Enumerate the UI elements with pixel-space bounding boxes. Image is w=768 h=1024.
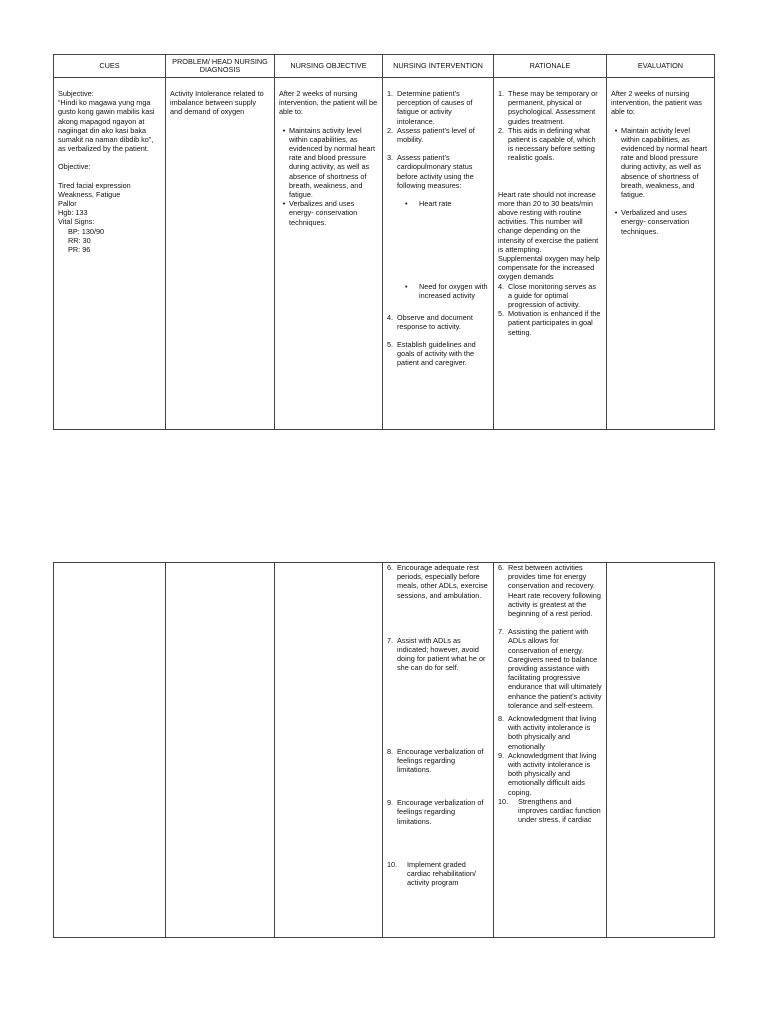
vital-sign: PR: 96 [68,245,91,255]
vital-sign: BP: 130/90 [68,226,105,236]
evaluation-bullet: • Verbalized and uses energy- conservation techniques. [611,208,710,236]
subjective-quote: “Hindi ko magawa yung mga gusto kong gawin mabilis kasi akong mapagod ngayon at nagiingat din ako kasi baka sumakit na naman dibdib ko”, as verbalized by the patient. [58,98,155,154]
intervention-list [387,313,489,368]
care-plan-table-page-2 [53,562,715,938]
cues-cell [54,78,166,430]
content-row [54,78,715,430]
care-plan-table-page-1 [53,54,715,430]
intervention-item: 8. Encourage verbalization of feelings regarding limitations. [387,746,484,775]
header-evaluation: EVALUATION [607,55,715,78]
vital-sign: RR: 30 [68,235,91,245]
objective-cell-empty [275,563,383,938]
objective-intro: After 2 weeks of nursing intervention, the patient will be able to: [279,89,378,117]
bullet-icon: • [405,282,408,292]
rationale-item: 8. Acknowledgment that living with activity intolerance is both physically and emotionally [498,714,597,751]
measure-item: • Heart rate [405,199,452,209]
rationale-cell [494,563,607,938]
intervention-list [387,89,489,190]
intervention-item: 4. Observe and document response to activity. [387,312,473,331]
header-cues: CUES [54,55,166,78]
objective-item: Weakness, Fatigue [58,189,121,199]
evaluation-list [611,126,710,236]
rationale-heart-rate: Heart rate should not increase more than 20 to 30 beats/min above resting with routine activities. This number will change depending on the intensity of exercise the patient is attempting. [498,189,599,254]
evaluation-intro: After 2 weeks of nursing intervention, the patient was able to: [611,89,702,117]
diagnosis-cell [166,78,275,430]
bullet-icon: • [614,208,618,218]
intervention-item: 6. Encourage adequate rest periods, especially before meals, other ADLs, exercise sessions, and ambulation. [387,563,488,600]
header-intervention: NURSING INTERVENTION [383,55,494,78]
objective-bullet: • Maintains activity level within capabilities, as evidenced by normal heart rate and blood pressure during activity, as well as absence of shortness of breath, weakness, and fatigue. [279,126,378,200]
evaluation-cell [607,78,715,430]
rationale-item: 7. Assisting the patient with ADLs allows for conservation of energy. Caregivers need to balance providing assistance with facilitating progressive endurance that will ultimately enhance the patient’s activity tolerance and self-esteem. [498,627,602,710]
intervention-item: 1. Determine patient’s perception of causes of fatigue or activity intolerance. [387,89,473,126]
cues-cell-empty [54,563,166,938]
intervention-item: 3. Assess patient’s cardiopulmonary status before activity using the following measures: [387,153,474,190]
evaluation-bullet: • Maintain activity level within capabilities, as evidenced by normal heart rate and blood pressure during activity, as well as absence of shortness of breath, weakness, and fatigue. [611,126,710,200]
objective-list [279,126,378,227]
objective-bullet: • Verbalizes and uses energy- conservation techniques. [279,199,378,227]
rationale-item: 6. Rest between activities provides time for energy conservation and recovery. Heart rate recovery following activity is greatest at the beginning of a rest period. [498,563,601,619]
objective-cell [275,78,383,430]
intervention-item: 9. Encourage verbalization of feelings regarding limitations. [387,798,484,826]
intervention-item: 10. Implement graded cardiac rehabilitation/ activity program [387,859,476,888]
objective-label: Objective: [58,162,91,172]
rationale-item: 5. Motivation is enhanced if the patient participates in goal setting. [498,309,601,337]
intervention-cell [383,78,494,430]
bullet-icon: • [614,125,618,135]
rationale-cell [494,78,607,430]
header-objective: NURSING OBJECTIVE [275,55,383,78]
bullet-icon: • [282,199,286,209]
rationale-list [498,563,602,824]
intervention-item: 7. Assist with ADLs as indicated; however, avoid doing for patient what he or she can do for self. [387,635,486,673]
intervention-list [387,563,489,887]
rationale-item: 4. Close monitoring serves as a guide for optimal progression of activity. [498,281,597,310]
objective-item: Tired facial expression [58,180,131,190]
subjective-label: Subjective: [58,89,94,98]
intervention-item: 2. Assess patient’s level of mobility. [387,125,475,145]
rationale-list [498,282,602,337]
content-row [54,563,715,938]
intervention-cell [383,563,494,938]
rationale-item: 2. This aids in defining what patient is capable of, which is necessary before setting realistic goals. [498,125,596,163]
objective-item: Vital Signs: [58,217,95,227]
header-rationale: RATIONALE [494,55,607,78]
rationale-item: 10. Strengthens and improves cardiac function under stress, if cardiac [498,796,601,825]
header-diagnosis: PROBLEM/ HEAD NURSING DIAGNOSIS [166,55,275,78]
intervention-item: 5. Establish guidelines and goals of activity with the patient and caregiver. [387,340,476,368]
rationale-item: 1. These may be temporary or permanent, physical or psychological. Assessment guides treatment. [498,89,598,126]
header-row [54,55,715,78]
rationale-list [498,89,602,163]
evaluation-cell-empty [607,563,715,938]
measure-item: • Need for oxygen with increased activity [405,282,488,301]
objective-item: Pallor [58,199,77,209]
bullet-icon: • [282,125,286,135]
rationale-item: 9. Acknowledgment that living with activity intolerance is both physically and emotionally difficult aids coping. [498,750,597,797]
diagnosis-cell-empty [166,563,275,938]
diagnosis-text: Activity Intolerance related to imbalance between supply and demand of oxygen [170,89,264,117]
objective-item: Hgb: 133 [58,208,88,218]
rationale-oxygen: Supplemental oxygen may help compensate for the increased oxygen demands [498,254,600,282]
bullet-icon: • [405,199,408,209]
